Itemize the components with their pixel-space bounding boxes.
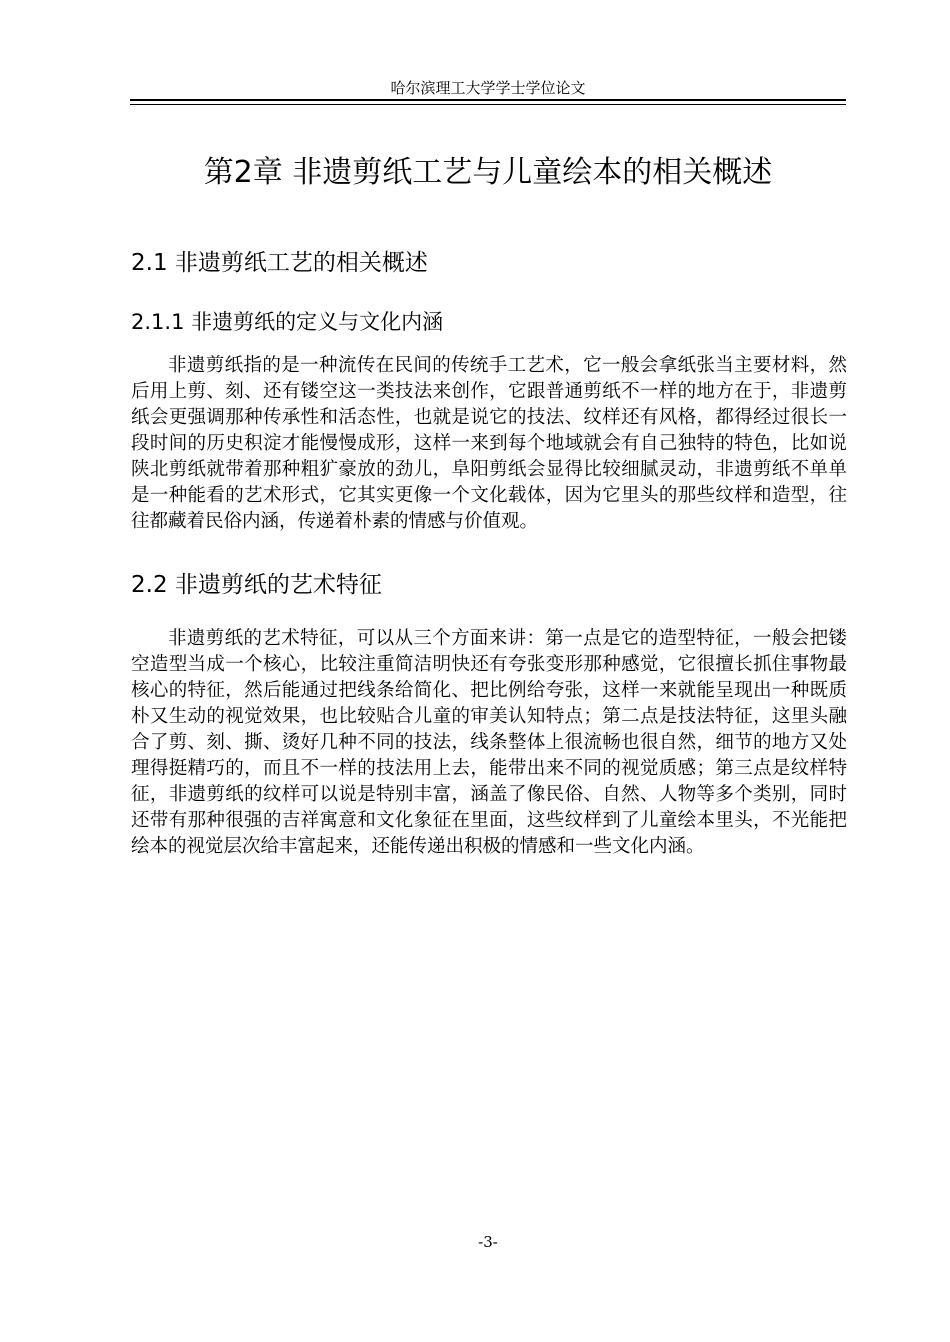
paragraph-definition: 非遗剪纸指的是一种流传在民间的传统手工艺术，它一般会拿纸张当主要材料，然后用上剪、刻、还有镂空这一类技法来创作，它跟普通剪纸不一样的地方在于，非遗剪纸会更强调那种传承性和活态性，也就是说它的技法、纹样还有风格，都得经过很长一段时间的历史积淀才能慢慢成形，这样一来到每个地域就会有自己独特的特色，比如说陕北剪纸就带着那种粗犷豪放的劲儿，阜阳剪纸会显得比较细腻灵动，非遗剪纸不单单是一种能看的艺术形式，它其实更像一个文化载体，因为它里头的那些纹样和造型，往往都藏着民俗内涵，传递着朴素的情感与价值观。 (131, 355, 847, 532)
running-header: 哈尔滨理工大学学士学位论文 (390, 79, 586, 97)
subsection-title-2-1-1: 2.1.1 非遗剪纸的定义与文化内涵 (131, 310, 444, 334)
section-title-2-2: 2.2 非遗剪纸的艺术特征 (131, 572, 382, 598)
page-number: -3- (478, 1233, 498, 1251)
chapter-title: 第2章 非遗剪纸工艺与儿童绘本的相关概述 (203, 155, 773, 190)
header-rule (130, 99, 846, 105)
paragraph-art-features: 非遗剪纸的艺术特征，可以从三个方面来讲：第一点是它的造型特征，一般会把镂空造型当成一个核心，比较注重简洁明快还有夸张变形那种感觉，它很擅长抓住事物最核心的特征，然后能通过把线条给简化、把比例给夸张，这样一来就能呈现出一种既质朴又生动的视觉效果，也比较贴合儿童的审美认知特点；第二点是技法特征，这里头融合了剪、刻、撕、烫好几种不同的技法，线条整体上很流畅也很自然，细节的地方又处理得挺精巧的，而且不一样的技法用上去，能带出来不同的视觉质感；第三点是纹样特征，非遗剪纸的纹样可以说是特别丰富，涵盖了像民俗、自然、人物等多个类别，同时还带有那种很强的吉祥寓意和文化象征在里面，这些纹样到了儿童绘本里头，不光能把绘本的视觉层次给丰富起来，还能传递出积极的情感和一些文化内涵。 (131, 628, 847, 857)
section-title-2-1: 2.1 非遗剪纸工艺的相关概述 (131, 250, 428, 276)
